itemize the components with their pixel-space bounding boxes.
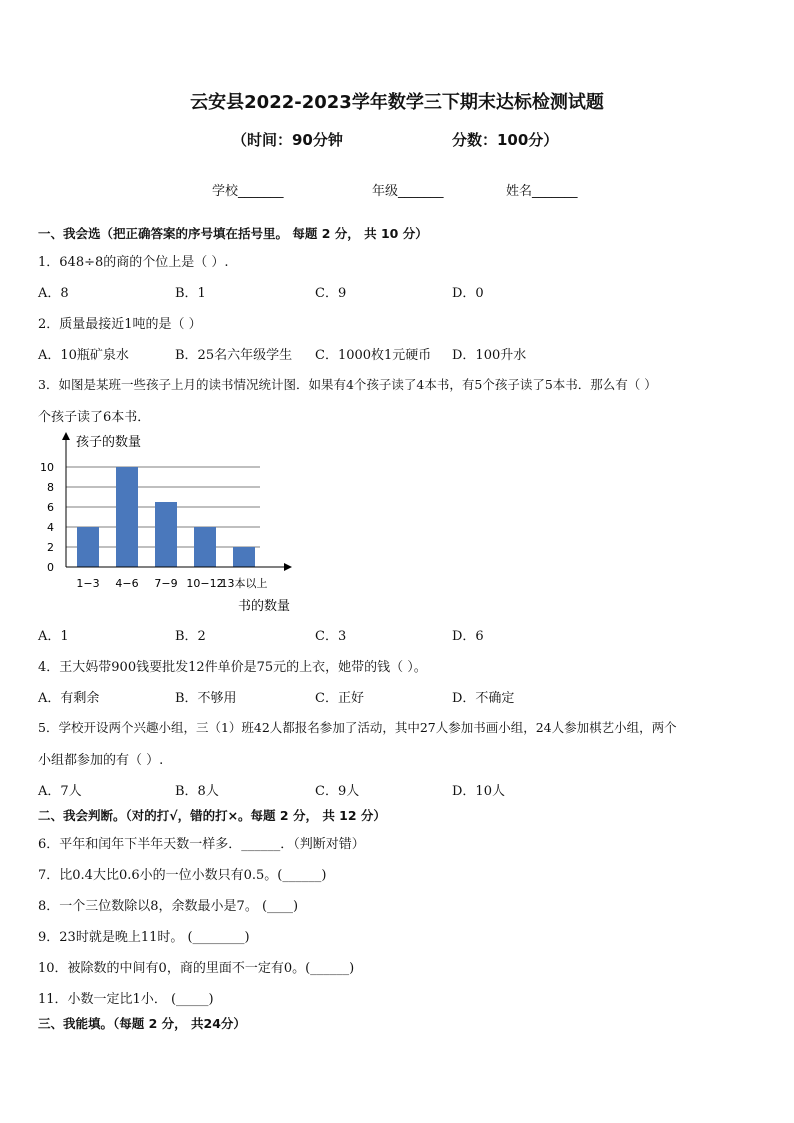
q2-option-d[interactable]: D．100升水 [452, 348, 527, 363]
question-8: 8．一个三位数除以8，余数最小是7。 (____) [38, 899, 299, 914]
x-tick-label: 4−6 [115, 577, 139, 590]
question-1: 1．648÷8的商的个位上是（ ）. [38, 255, 229, 270]
x-tick-label: 13本以上 [220, 577, 268, 590]
x-tick-label: 1−3 [76, 577, 100, 590]
x-axis-arrow-icon [284, 563, 292, 571]
bar [233, 547, 255, 567]
q3-option-c[interactable]: C．3 [315, 629, 347, 644]
question-2: 2．质量最接近1吨的是（ ） [38, 317, 202, 332]
q1-option-c[interactable]: C．9 [315, 286, 347, 301]
y-tick-label: 10 [40, 461, 54, 474]
q2-option-a[interactable]: A．10瓶矿泉水 [38, 348, 129, 363]
chart-y-ticks [40, 461, 54, 574]
question-6: 6．平年和闰年下半年天数一样多．______．（判断对错） [38, 837, 365, 852]
q5-option-c[interactable]: C．9人 [315, 784, 360, 799]
chart-x-label: 书的数量 [238, 599, 291, 614]
q3-option-a[interactable]: A．1 [38, 629, 69, 644]
question-9: 9．23时就是晚上11时。 (________) [38, 930, 250, 945]
y-tick-label: 8 [47, 481, 54, 494]
question-7: 7．比0.4大比0.6小的一位小数只有0.5。(______) [38, 868, 327, 883]
q4-option-d[interactable]: D．不确定 [452, 691, 515, 706]
q5-option-a[interactable]: A．7人 [38, 784, 82, 799]
chart-bars [77, 467, 255, 567]
question-4: 4．王大妈带900钱要批发12件单价是75元的上衣，她带的钱（ ）。 [38, 660, 427, 675]
page-title: 云安县2022-2023学年数学三下期末达标检测试题 [190, 92, 604, 113]
exam-time: （时间：90分钟 [232, 131, 343, 149]
reading-bar-chart [38, 430, 308, 620]
q2-option-c[interactable]: C．1000枚1元硬币 [315, 348, 432, 363]
y-tick-label: 6 [47, 501, 54, 514]
q1-option-a[interactable]: A．8 [38, 286, 69, 301]
section-1-heading: 一、我会选（把正确答案的序号填在括号里。 每题 2 分， 共 10 分） [38, 226, 428, 241]
q5-option-d[interactable]: D．10人 [452, 784, 505, 799]
chart-y-label: 孩子的数量 [76, 435, 142, 450]
section-2-heading: 二、我会判断。（对的打√，错的打×。每题 2 分， 共 12 分） [38, 808, 386, 823]
school-field[interactable]: 学校_______ [212, 184, 284, 199]
y-tick-label: 4 [47, 521, 54, 534]
bar [77, 527, 99, 567]
y-axis-arrow-icon [62, 432, 70, 440]
question-3-line-2: 个孩子读了6本书． [38, 410, 151, 425]
bar [155, 502, 177, 567]
q1-option-b[interactable]: B．1 [175, 286, 206, 301]
chart-x-ticks [76, 576, 267, 590]
y-tick-label: 2 [47, 541, 54, 554]
exam-score: 分数：100分） [452, 131, 559, 149]
q2-option-b[interactable]: B．25名六年级学生 [175, 348, 293, 363]
question-5-line-2: 小组都参加的有（ ）. [38, 753, 164, 768]
q1-option-d[interactable]: D．0 [452, 286, 484, 301]
q3-option-b[interactable]: B．2 [175, 629, 206, 644]
q4-option-a[interactable]: A．有剩余 [38, 691, 100, 706]
y-tick-label: 0 [47, 561, 54, 574]
question-10: 10．被除数的中间有0，商的里面不一定有0。(______) [38, 961, 355, 976]
question-11: 11．小数一定比1小． (_____) [38, 992, 214, 1007]
name-field[interactable]: 姓名_______ [506, 184, 578, 199]
x-tick-label: 7−9 [154, 577, 178, 590]
bar [116, 467, 138, 567]
section-3-heading: 三、我能填。（每题 2 分， 共24分） [38, 1016, 246, 1031]
x-tick-label: 10−12 [186, 577, 224, 590]
bar [194, 527, 216, 567]
question-3-line-1: 3．如图是某班一些孩子上月的读书情况统计图．如果有4个孩子读了4本书，有5个孩子读了5本书．那么有（ ） [38, 377, 657, 392]
q3-option-d[interactable]: D．6 [452, 629, 484, 644]
grade-field[interactable]: 年级_______ [372, 184, 444, 199]
q4-option-c[interactable]: C．正好 [315, 691, 364, 706]
q4-option-b[interactable]: B．不够用 [175, 691, 237, 706]
question-5-line-1: 5．学校开设两个兴趣小组，三（1）班42人都报名参加了活动，其中27人参加书画小组，24人参加棋艺小组，两个 [38, 720, 677, 735]
q5-option-b[interactable]: B．8人 [175, 784, 219, 799]
